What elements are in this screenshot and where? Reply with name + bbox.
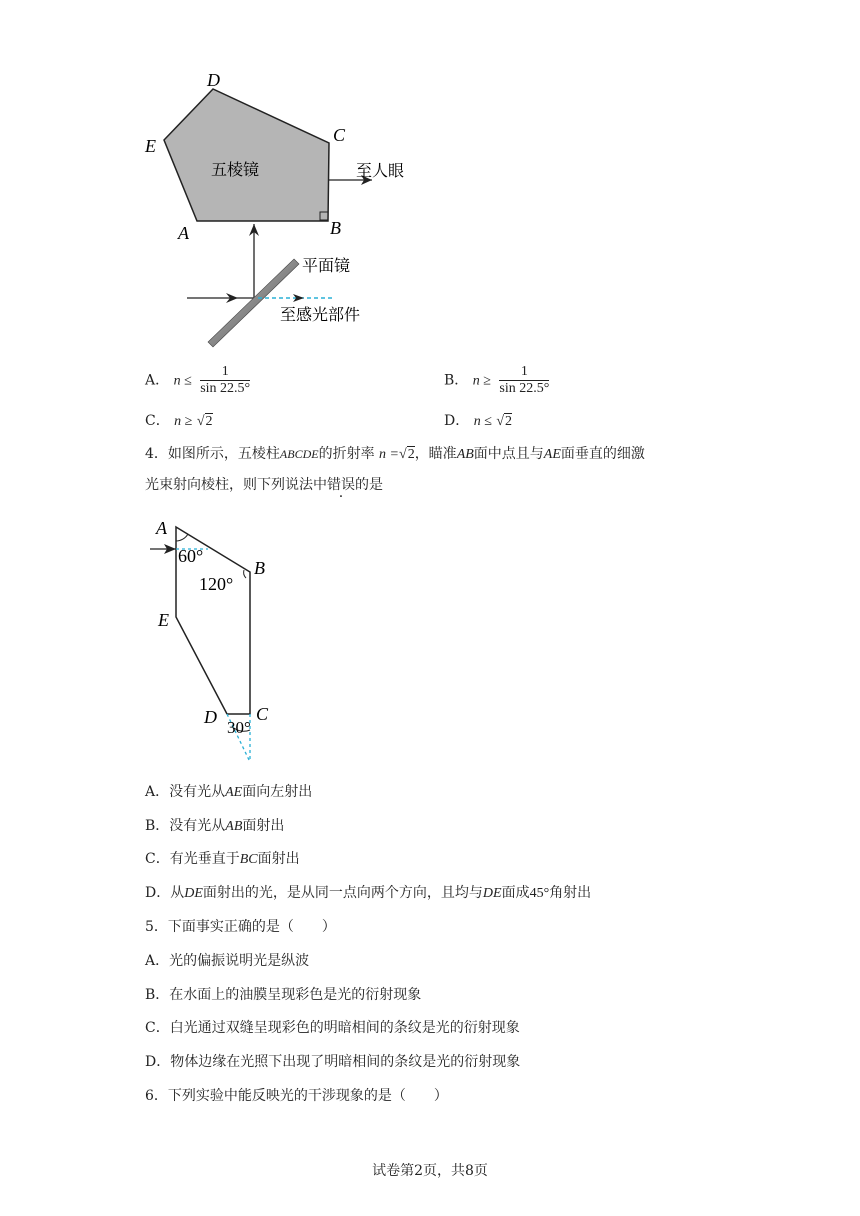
text: 的折射率 xyxy=(318,446,375,462)
q4-stem-line2 xyxy=(145,475,383,495)
prism-name: ABCDE xyxy=(279,447,319,461)
q3-option-a xyxy=(145,364,250,397)
q5-stem: 5．下面事实正确的是（ ） xyxy=(145,919,336,935)
q4-option-d xyxy=(145,883,591,904)
option-lhs: n ≥ xyxy=(174,414,193,429)
var: AE xyxy=(225,785,243,800)
numerator: 1 xyxy=(200,364,250,381)
text: A．没有光从 xyxy=(145,784,226,800)
pentagonal-prism-figure xyxy=(140,512,290,768)
page-footer: 试卷第2页，共8页 xyxy=(372,1163,488,1179)
label-E: E xyxy=(158,610,169,630)
var: BC xyxy=(239,852,258,867)
q5-option-d: D．物体边缘在光照下出现了明暗相间的条纹是光的衍射现象 xyxy=(145,1054,521,1070)
option-lhs: n ≤ xyxy=(173,373,192,389)
text: 光束射向棱柱，则下列说法中 xyxy=(145,477,327,493)
q6-stem: 6．下列实验中能反映光的干涉现象的是（ ） xyxy=(145,1088,448,1104)
label-D: D xyxy=(204,707,217,727)
q4-option-a xyxy=(145,782,312,803)
prism-label: 五棱镜 xyxy=(211,160,260,179)
q5-option-c: C．白光通过双缝呈现彩色的明暗相间的条纹是光的衍射现象 xyxy=(145,1020,520,1036)
degree: 45° xyxy=(529,886,550,901)
label-C: C xyxy=(333,125,346,145)
var: DE xyxy=(482,886,502,901)
var: DE xyxy=(184,886,203,901)
angle-b: 120° xyxy=(199,574,234,594)
q4-option-c xyxy=(145,849,300,870)
to-sensor-label: 至感光部件 xyxy=(280,305,361,324)
var: AB xyxy=(225,819,243,834)
denominator: sin 22.5° xyxy=(200,381,251,396)
option-lhs: n ≤ xyxy=(473,414,492,429)
text: 面射出 xyxy=(242,818,285,834)
text: C．有光垂直于 xyxy=(145,851,240,867)
text: 面射出的光，是从同一点向两个方向，且均与 xyxy=(202,885,483,901)
label-A: A xyxy=(178,223,189,243)
denominator: sin 22.5° xyxy=(499,381,550,396)
option-letter: A． xyxy=(145,372,170,389)
text: 面垂直的细激 xyxy=(560,446,645,462)
angle-a: 60° xyxy=(178,546,204,566)
fraction xyxy=(499,364,549,397)
option-letter: D． xyxy=(444,413,470,429)
radicand: 2 xyxy=(205,414,213,429)
to-eye-label: 至人眼 xyxy=(356,161,405,180)
text: ，瞄准 xyxy=(414,446,457,462)
q3-option-b xyxy=(444,364,549,397)
text: 4．如图所示，五棱柱 xyxy=(145,446,280,462)
q3-option-d: D． n ≤ √2 xyxy=(444,413,513,429)
label-D: D xyxy=(207,70,220,90)
q5-option-a: A．光的偏振说明光是纵波 xyxy=(145,953,310,969)
label-A: A xyxy=(156,518,167,538)
var: AE xyxy=(543,447,561,462)
q4-stem-line1: 4．如图所示，五棱柱ABCDE的折射率 n =√2，瞄准AB面中点且与AE面垂直的细激 xyxy=(145,446,645,462)
label-E: E xyxy=(145,136,156,156)
text: D．从 xyxy=(145,885,185,901)
text: 的是 xyxy=(355,477,383,493)
text: 面中点且与 xyxy=(473,446,544,462)
angle-d: 30° xyxy=(227,718,251,737)
numerator: 1 xyxy=(499,364,549,381)
label-C: C xyxy=(256,704,269,724)
text: 角射出 xyxy=(549,885,592,901)
n-eq: n = xyxy=(379,447,399,462)
label-B: B xyxy=(254,558,265,578)
option-letter: B． xyxy=(444,372,469,389)
pentaprism-figure xyxy=(130,62,420,352)
label-B: B xyxy=(330,218,341,238)
q3-option-c: C． n ≥ √2 xyxy=(145,413,213,429)
radicand: 2 xyxy=(407,447,415,462)
text: B．没有光从 xyxy=(145,818,226,834)
q4-option-b xyxy=(145,816,284,837)
text: 面向左射出 xyxy=(242,784,313,800)
q5-option-b: B．在水面上的油膜呈现彩色是光的衍射现象 xyxy=(145,987,422,1003)
option-letter: C． xyxy=(145,413,170,429)
pentaprism-shape xyxy=(164,89,329,221)
emphasized-word: 错误 xyxy=(327,477,355,493)
mirror-label: 平面镜 xyxy=(302,256,351,275)
option-lhs: n ≥ xyxy=(472,373,491,389)
text: 面成 xyxy=(501,885,530,901)
text: 面射出 xyxy=(257,851,300,867)
fraction xyxy=(200,364,250,397)
radicand: 2 xyxy=(505,414,513,429)
var: AB xyxy=(456,447,474,462)
